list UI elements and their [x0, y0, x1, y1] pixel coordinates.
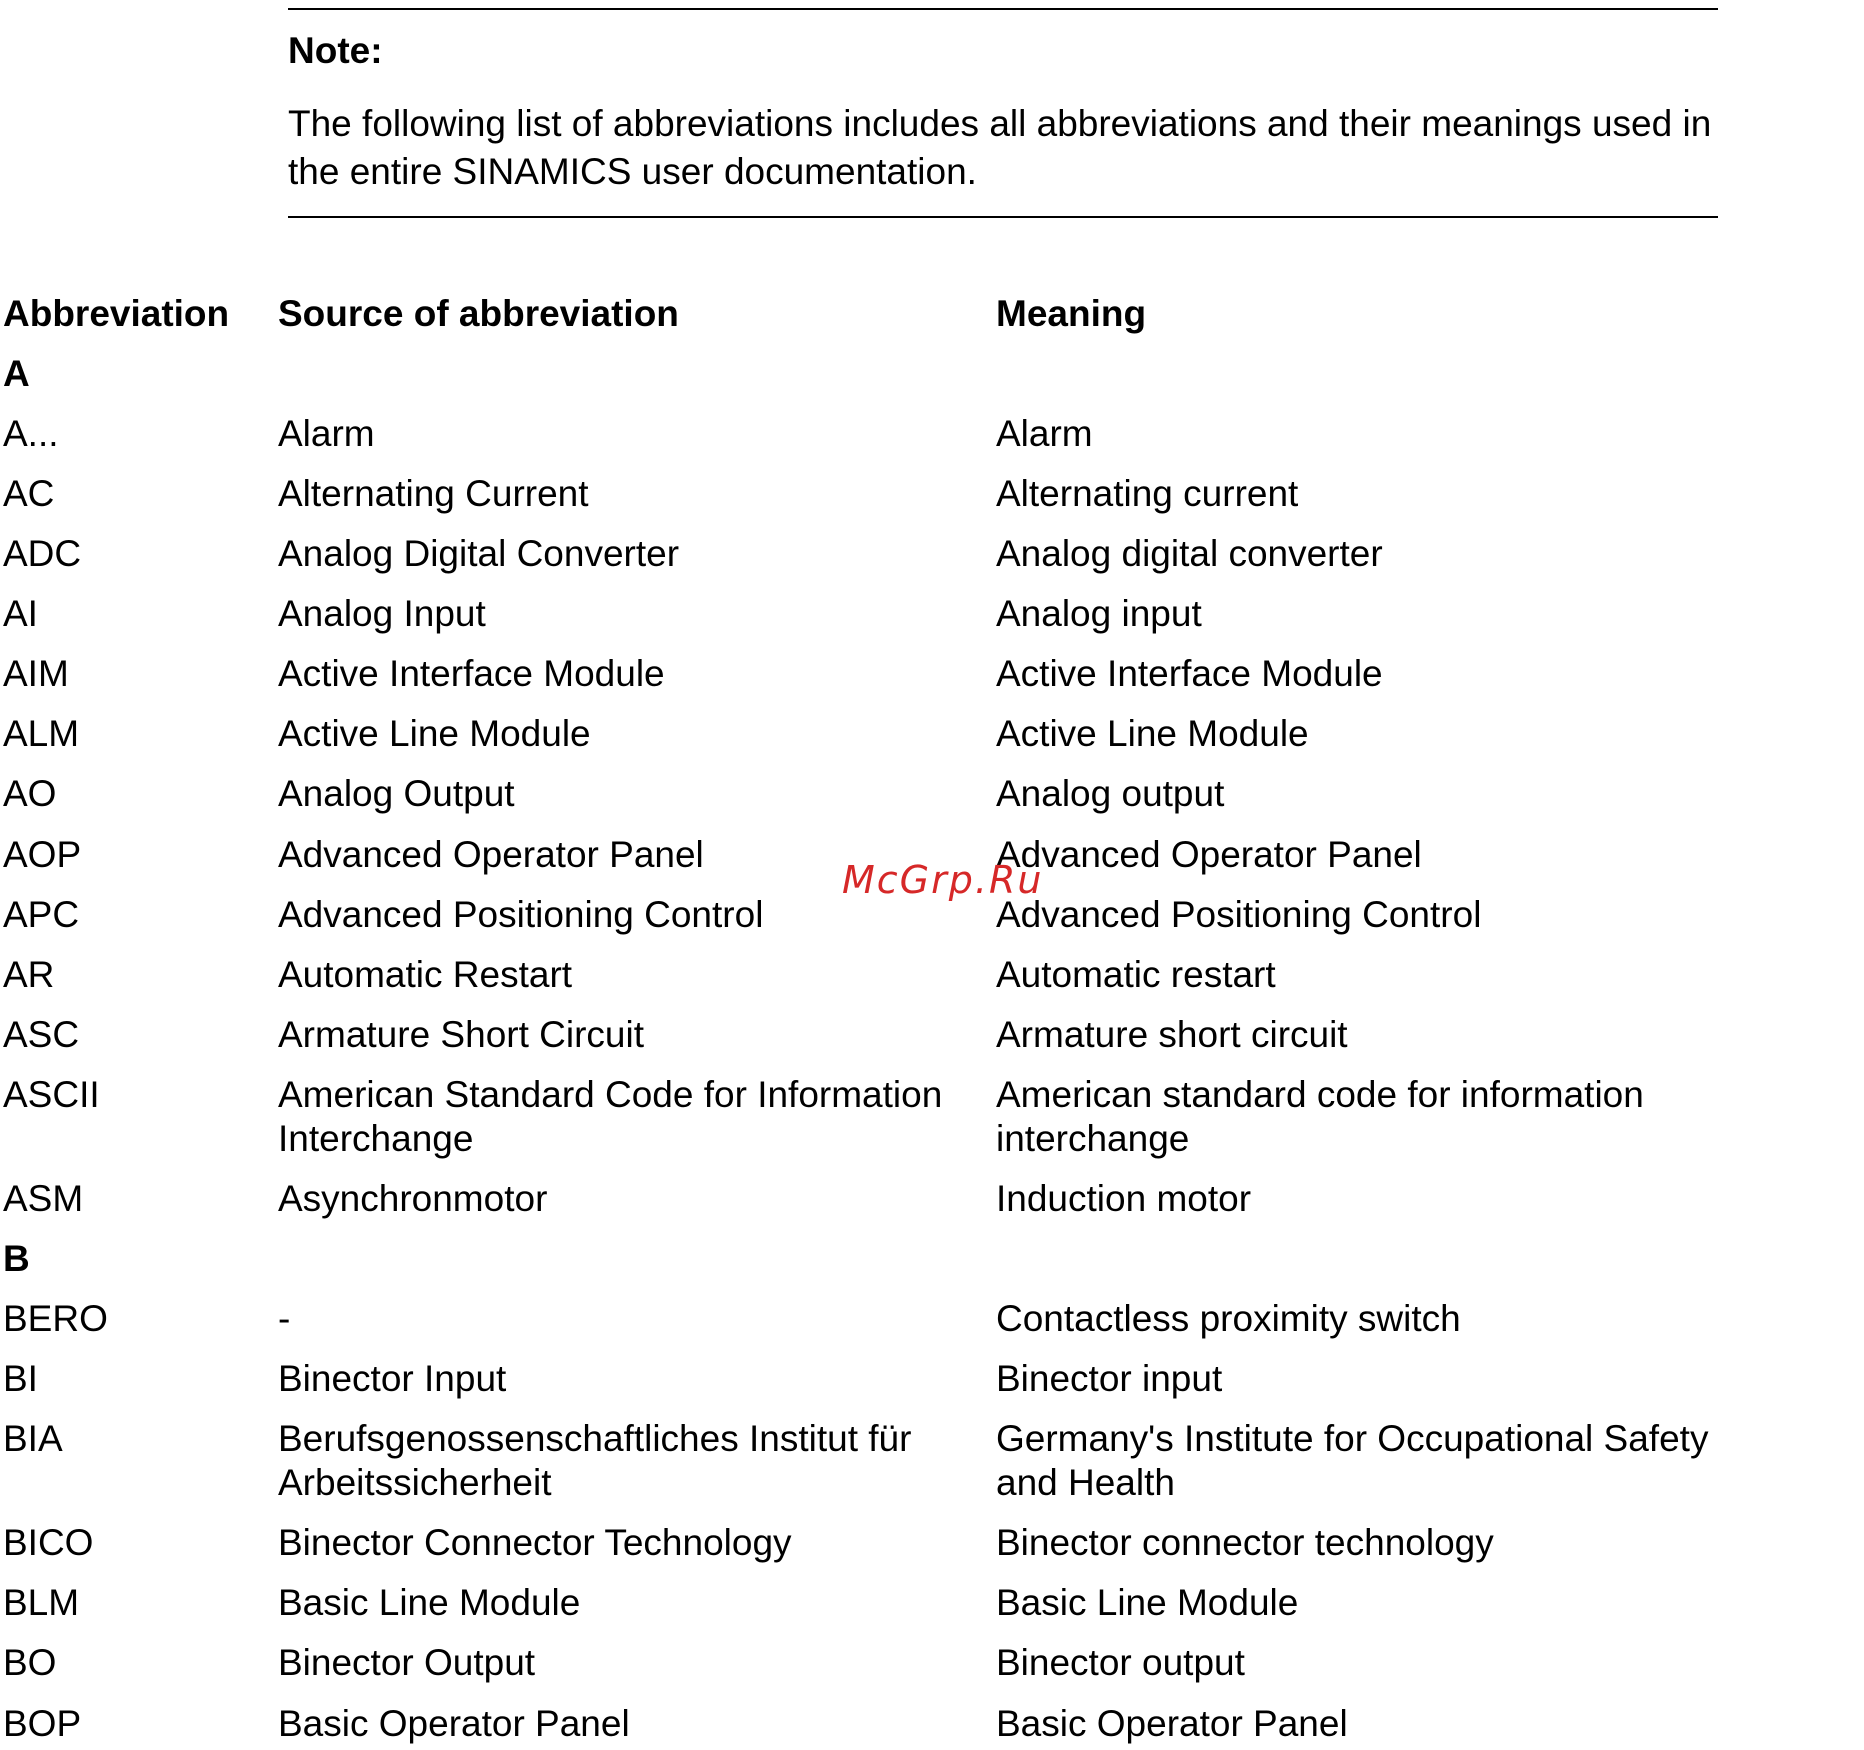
note-text: The following list of abbreviations includes all abbreviations and their meanings used in the entire SINAMICS user documentation.: [288, 103, 1712, 192]
abbr-cell: ADC: [3, 533, 82, 574]
abbr-cell: ASM: [3, 1178, 84, 1219]
meaning-cell: Binector input: [996, 1358, 1223, 1399]
meaning-cell: Alternating current: [996, 473, 1299, 514]
source-cell: Binector Connector Technology: [278, 1522, 792, 1563]
meaning-cell: Active Interface Module: [996, 653, 1383, 694]
header-meaning: Meaning: [996, 293, 1147, 334]
source-cell: Berufsgenossenschaftliches Institut für Arbeitssicherheit: [278, 1418, 912, 1503]
source-cell: Asynchronmotor: [278, 1178, 548, 1219]
source-cell: Analog Output: [278, 773, 515, 814]
meaning-cell: Binector connector technology: [996, 1522, 1494, 1563]
abbr-cell: AIM: [3, 653, 69, 694]
source-cell: Analog Input: [278, 593, 486, 634]
meaning-cell: Analog digital converter: [996, 533, 1383, 574]
abbr-cell: AR: [3, 954, 55, 995]
abbr-cell: AI: [3, 593, 38, 634]
abbr-cell: ALM: [3, 713, 80, 754]
abbr-cell: APC: [3, 894, 80, 935]
meaning-cell: Armature short circuit: [996, 1014, 1348, 1055]
meaning-cell: Induction motor: [996, 1178, 1252, 1219]
section-letter-label: A: [3, 353, 30, 394]
note-title: Note:: [288, 30, 383, 71]
abbr-cell: AC: [3, 473, 55, 514]
section-letter-label: B: [3, 1238, 30, 1279]
source-cell: Analog Digital Converter: [278, 533, 680, 574]
meaning-cell: Alarm: [996, 413, 1093, 454]
meaning-cell: Analog output: [996, 773, 1225, 814]
source-cell: Automatic Restart: [278, 954, 573, 995]
source-cell: Alternating Current: [278, 473, 589, 514]
meaning-cell: Binector output: [996, 1642, 1245, 1683]
source-cell: -: [278, 1298, 291, 1339]
watermark: McGrp.Ru: [842, 858, 1044, 902]
note-box: [288, 8, 1718, 218]
meaning-cell: Germany's Institute for Occupational Safety and Health: [996, 1418, 1709, 1503]
meaning-cell: Automatic restart: [996, 954, 1276, 995]
meaning-cell: Active Line Module: [996, 713, 1309, 754]
source-cell: Basic Line Module: [278, 1582, 581, 1623]
source-cell: American Standard Code for Information Interchange: [278, 1074, 943, 1159]
source-cell: Binector Input: [278, 1358, 507, 1399]
source-cell: Alarm: [278, 413, 375, 454]
source-cell: Basic Operator Panel: [278, 1703, 630, 1744]
abbr-cell: BICO: [3, 1522, 94, 1563]
source-cell: Binector Output: [278, 1642, 536, 1683]
header-abbreviation: Abbreviation: [3, 293, 230, 334]
abbr-cell: A...: [3, 413, 59, 454]
meaning-cell: Analog input: [996, 593, 1202, 634]
abbr-cell: ASC: [3, 1014, 80, 1055]
abbr-cell: BI: [3, 1358, 38, 1399]
source-cell: Active Interface Module: [278, 653, 665, 694]
source-cell: Advanced Operator Panel: [278, 834, 704, 875]
abbr-cell: ASCII: [3, 1074, 100, 1115]
meaning-cell: Advanced Positioning Control: [996, 894, 1482, 935]
abbr-cell: BIA: [3, 1418, 63, 1459]
meaning-cell: Contactless proximity switch: [996, 1298, 1461, 1339]
source-cell: Advanced Positioning Control: [278, 894, 764, 935]
meaning-cell: Basic Operator Panel: [996, 1703, 1348, 1744]
meaning-cell: Basic Line Module: [996, 1582, 1299, 1623]
abbr-cell: BO: [3, 1642, 57, 1683]
abbr-cell: AOP: [3, 834, 82, 875]
abbr-cell: BOP: [3, 1703, 82, 1744]
source-cell: Active Line Module: [278, 713, 591, 754]
header-source: Source of abbreviation: [278, 293, 679, 334]
abbr-cell: BERO: [3, 1298, 108, 1339]
meaning-cell: Advanced Operator Panel: [996, 834, 1422, 875]
source-cell: Armature Short Circuit: [278, 1014, 644, 1055]
meaning-cell: American standard code for information interchange: [996, 1074, 1644, 1159]
abbr-cell: AO: [3, 773, 57, 814]
abbr-cell: BLM: [3, 1582, 80, 1623]
